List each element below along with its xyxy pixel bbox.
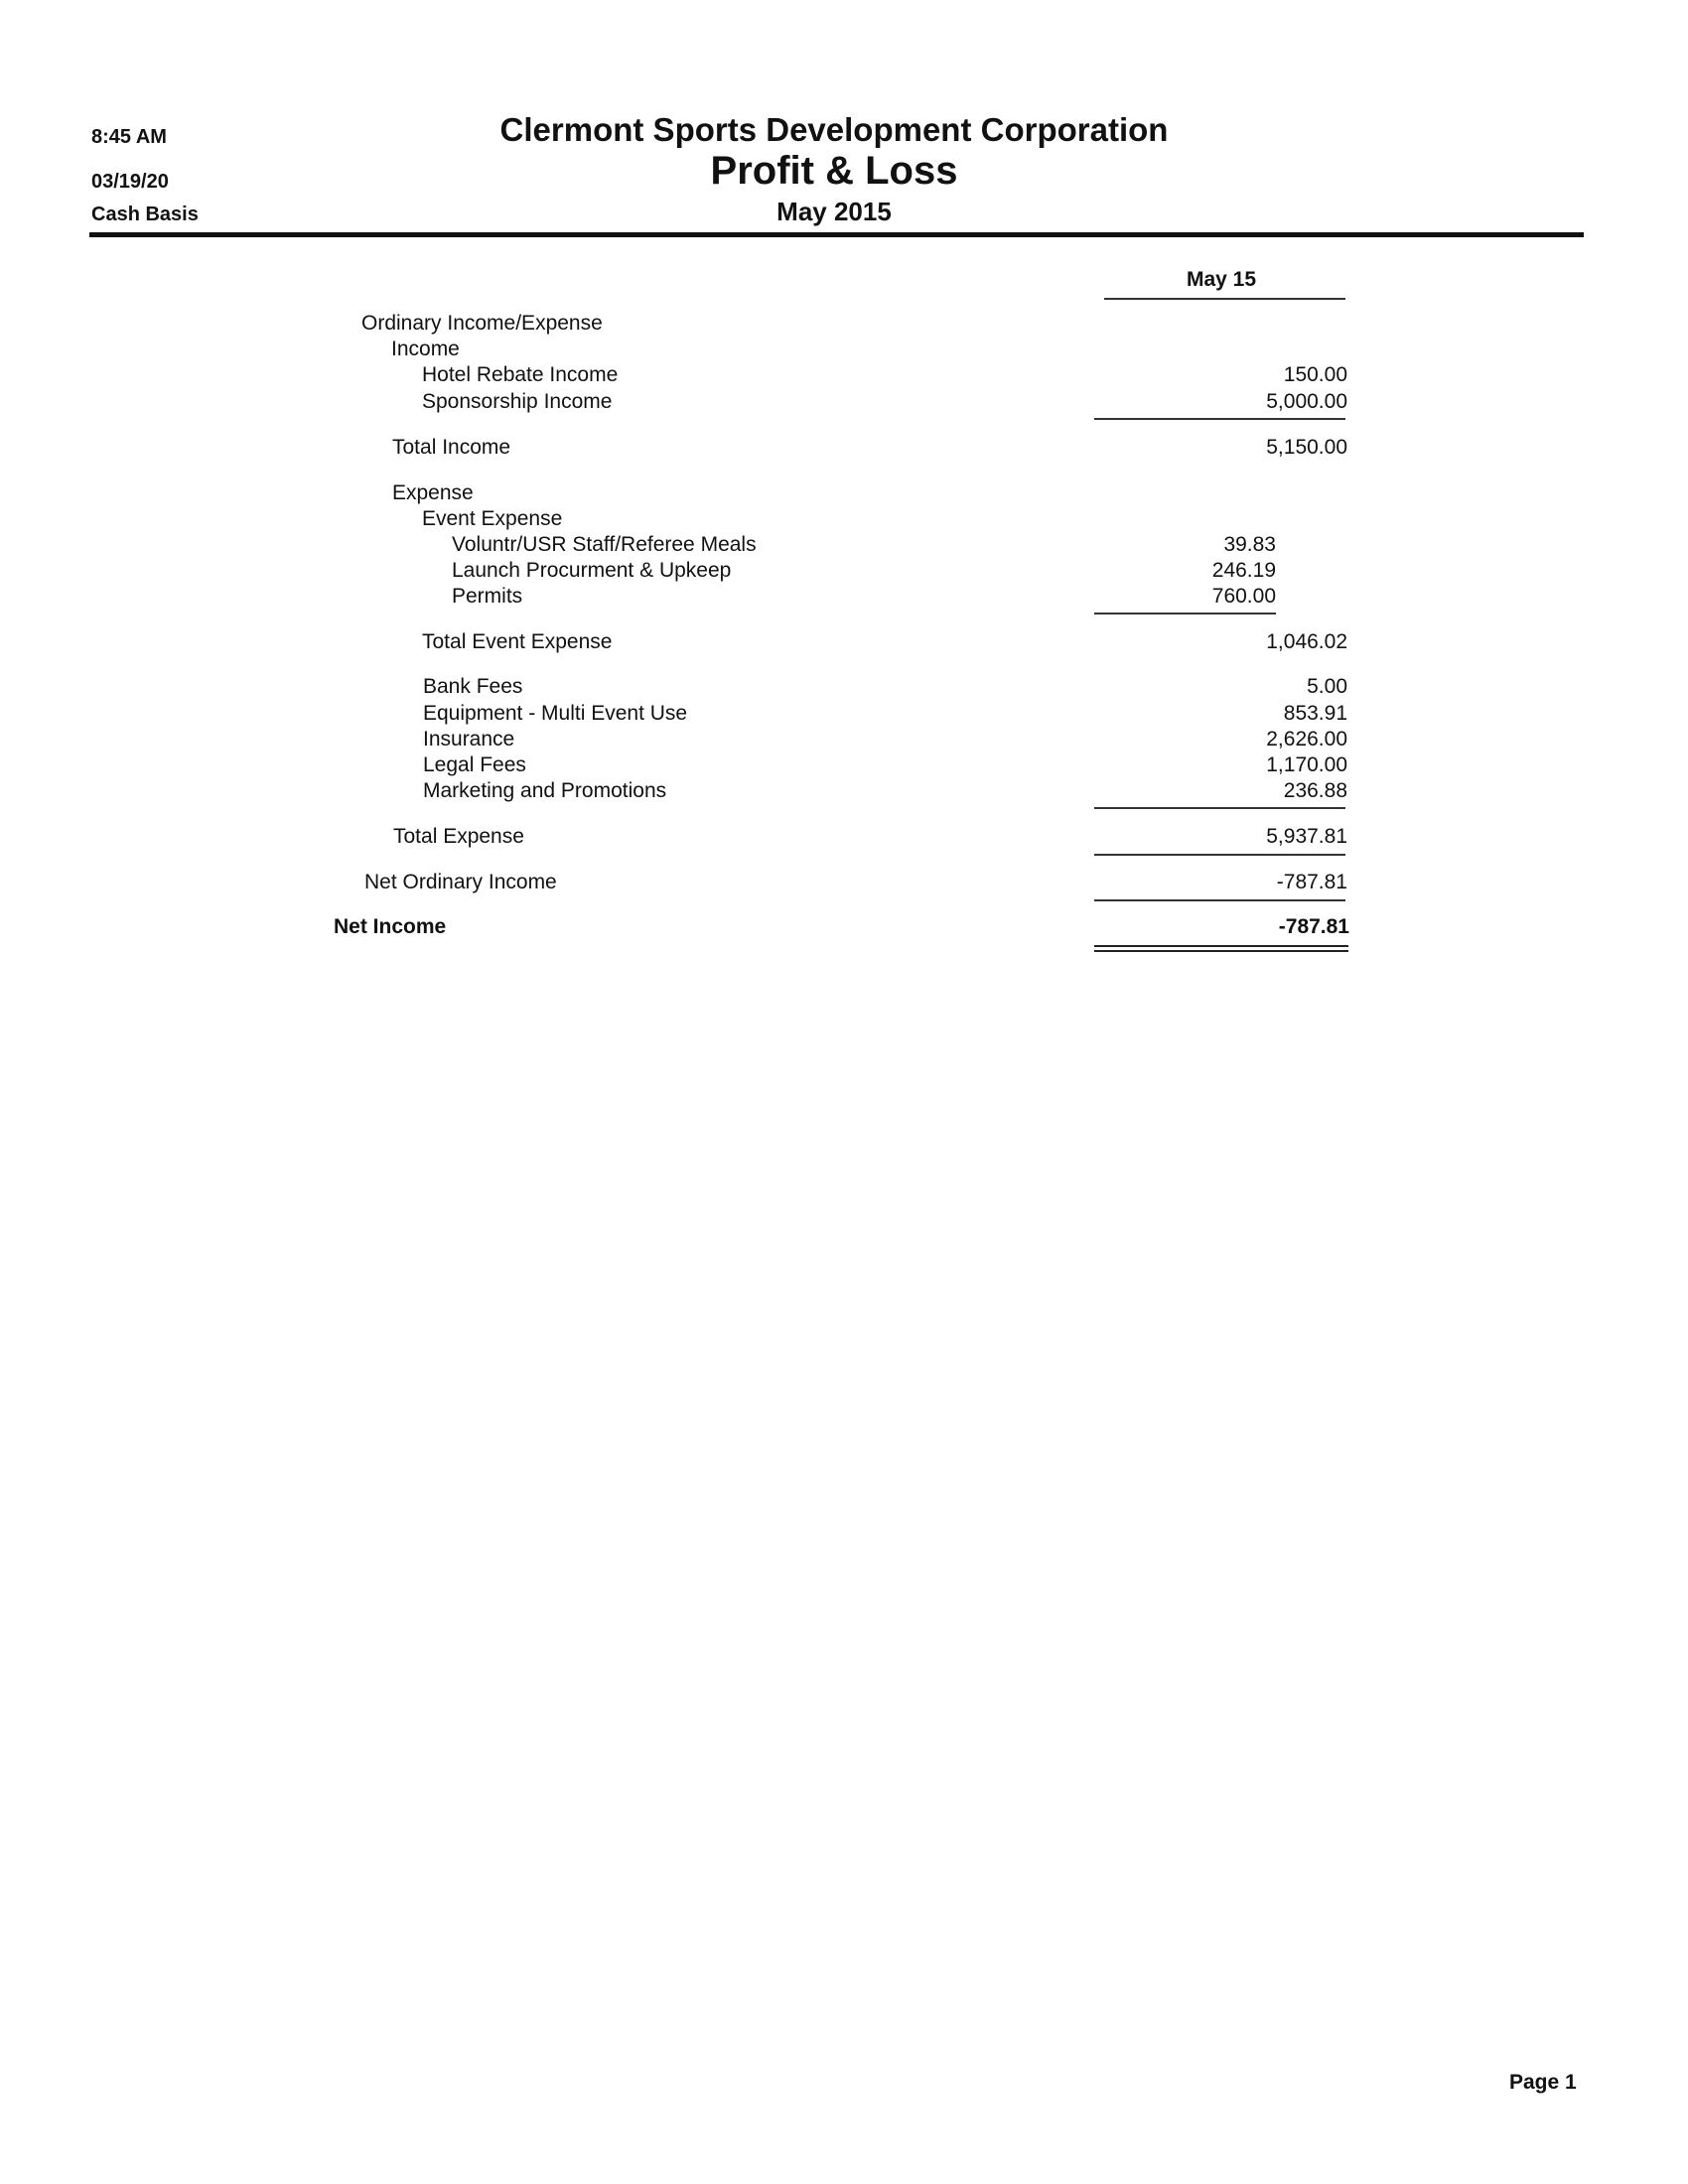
section-income-label: Income	[391, 338, 460, 360]
row-label: Insurance	[423, 728, 515, 751]
section-expense-label: Expense	[392, 481, 474, 504]
column-header-rule	[1104, 298, 1345, 300]
row-label: Permits	[452, 585, 523, 608]
row-amount: -787.81	[1278, 915, 1349, 938]
row-amount: 1,046.02	[1266, 630, 1347, 653]
row-label: Total Event Expense	[422, 630, 613, 653]
subtotal-rule	[1094, 807, 1345, 809]
row-label: Equipment - Multi Event Use	[423, 702, 688, 725]
row-amount: 39.83	[1223, 533, 1276, 556]
section-event-expense-label: Event Expense	[422, 507, 563, 530]
subtotal-rule	[1094, 418, 1345, 420]
row-amount: -787.81	[1276, 871, 1347, 893]
double-rule-bottom	[1094, 950, 1348, 952]
double-rule-top	[1094, 945, 1348, 947]
row-label: Voluntr/USR Staff/Referee Meals	[452, 533, 757, 556]
row-amount: 150.00	[1283, 363, 1347, 386]
report-period: May 2015	[776, 197, 892, 226]
row-amount: 1,170.00	[1266, 753, 1347, 776]
row-amount: 236.88	[1283, 779, 1347, 802]
row-label: Net Income	[334, 915, 447, 938]
page-number: Page 1	[1509, 2071, 1577, 2094]
row-amount: 246.19	[1211, 559, 1276, 582]
report-basis: Cash Basis	[91, 204, 199, 225]
row-label: Launch Procurment & Upkeep	[452, 559, 732, 582]
column-header: May 15	[1186, 268, 1257, 291]
subtotal-rule	[1094, 899, 1345, 901]
subtotal-rule	[1094, 854, 1345, 856]
report-time: 8:45 AM	[91, 126, 167, 148]
row-label: Total Expense	[393, 825, 524, 848]
row-label: Net Ordinary Income	[364, 871, 557, 893]
row-amount: 760.00	[1211, 585, 1276, 608]
row-amount: 5,000.00	[1266, 390, 1347, 413]
row-label: Sponsorship Income	[422, 390, 613, 413]
header-rule	[89, 232, 1584, 237]
row-amount: 2,626.00	[1266, 728, 1347, 751]
row-label: Marketing and Promotions	[423, 779, 667, 802]
section-ordinary-label: Ordinary Income/Expense	[361, 312, 603, 335]
row-amount: 5,150.00	[1266, 436, 1347, 459]
report-date: 03/19/20	[91, 171, 169, 193]
row-amount: 5,937.81	[1266, 825, 1347, 848]
row-label: Total Income	[392, 436, 511, 459]
row-amount: 5.00	[1307, 675, 1347, 698]
row-amount: 853.91	[1283, 702, 1347, 725]
report-title: Profit & Loss	[710, 149, 958, 193]
row-label: Legal Fees	[423, 753, 526, 776]
subtotal-rule	[1094, 613, 1276, 614]
row-label: Hotel Rebate Income	[422, 363, 619, 386]
company-name: Clermont Sports Development Corporation	[499, 111, 1169, 148]
row-label: Bank Fees	[423, 675, 523, 698]
